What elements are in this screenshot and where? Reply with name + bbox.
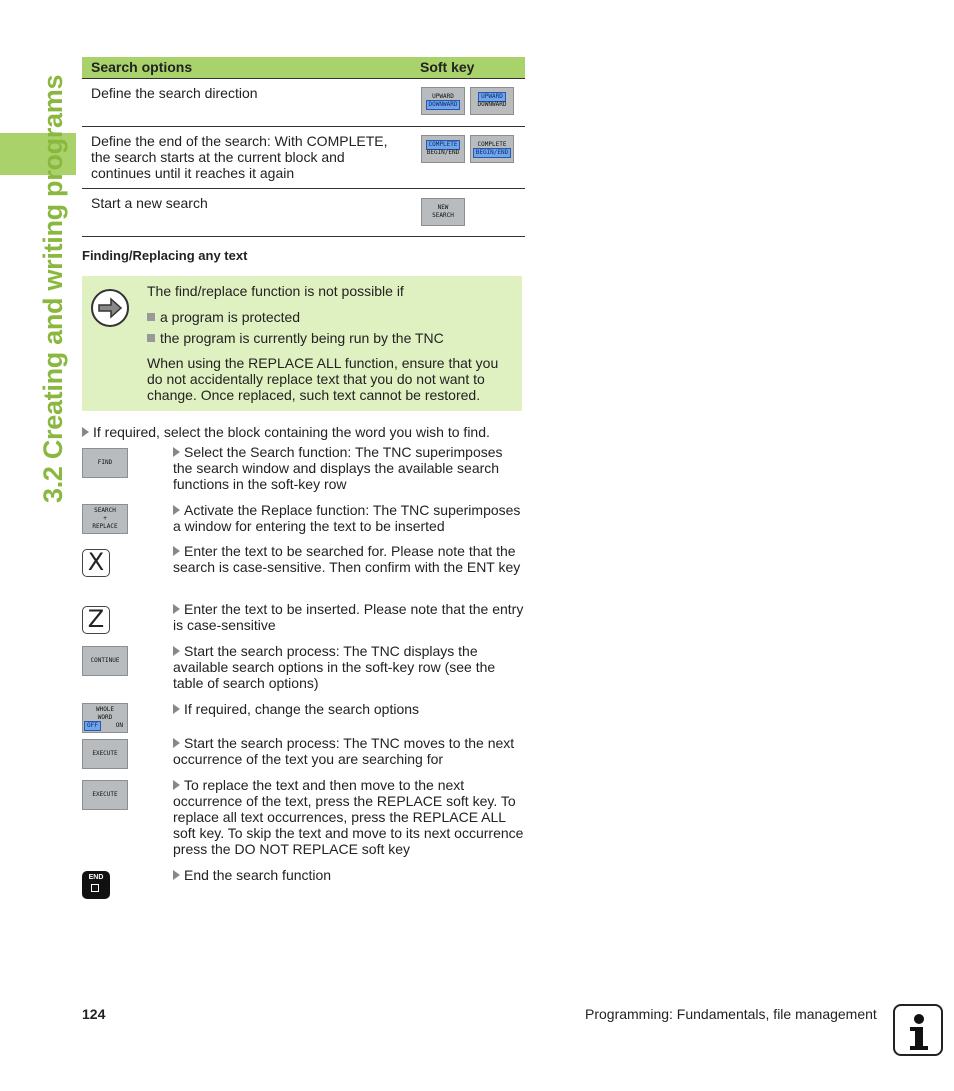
whole-word-softkey[interactable]: WHOLE WORD OFF ON bbox=[82, 703, 128, 733]
execute-softkey[interactable]: EXECUTE bbox=[82, 780, 128, 810]
z-key[interactable]: Z bbox=[82, 606, 110, 634]
softkey-complete-begin-end[interactable]: COMPLETE BEGIN/END bbox=[470, 135, 514, 163]
note-bullet: a program is protected bbox=[147, 309, 517, 325]
header-search-options: Search options bbox=[91, 59, 193, 75]
continue-softkey[interactable]: CONTINUE bbox=[82, 646, 128, 676]
info-icon bbox=[893, 1004, 943, 1056]
intro-step: If required, select the block containing the word you wish to find. bbox=[82, 424, 522, 440]
row-divider bbox=[82, 78, 525, 79]
row-divider bbox=[82, 126, 525, 127]
row-divider bbox=[82, 188, 525, 189]
find-softkey[interactable]: FIND bbox=[82, 448, 128, 478]
table-header bbox=[82, 57, 525, 78]
step-text: Start the search process: The TNC displays the available search options in the soft-key row (see the table of search options) bbox=[173, 643, 496, 691]
table-row-text: Start a new search bbox=[91, 195, 208, 211]
note-warning: When using the REPLACE ALL function, ensure that you do not accidentally replace text that you do not want to change. Once replaced, such text cannot be restored. bbox=[147, 355, 499, 403]
bullet-square-icon bbox=[147, 334, 155, 342]
step-arrow-icon bbox=[173, 704, 180, 714]
page-number: 124 bbox=[82, 1006, 106, 1022]
step-text: Activate the Replace function: The TNC superimposes a window for entering the text to be inserted bbox=[173, 502, 521, 534]
note-bullet: the program is currently being run by the TNC bbox=[147, 330, 517, 346]
x-key[interactable]: X bbox=[82, 549, 110, 577]
table-row-text: Define the end of the search: With COMPLETE, the search starts at the current block and continues until it reaches it again bbox=[91, 133, 388, 181]
softkey-new-search[interactable]: NEW SEARCH bbox=[421, 198, 465, 226]
step-text: Start the search process: The TNC moves to the next occurrence of the text you are searching for bbox=[173, 735, 515, 767]
softkey-upward-downward[interactable]: UPWARD DOWNWARD bbox=[421, 87, 465, 115]
execute-softkey[interactable]: EXECUTE bbox=[82, 739, 128, 769]
step-arrow-icon bbox=[173, 505, 180, 515]
step-arrow-icon bbox=[173, 646, 180, 656]
step-arrow-icon bbox=[173, 738, 180, 748]
section-title: Finding/Replacing any text bbox=[82, 248, 248, 263]
end-key[interactable]: END bbox=[82, 871, 110, 899]
step-text: Enter the text to be searched for. Please note that the search is case-sensitive. Then confirm with the ENT key bbox=[173, 543, 521, 575]
step-arrow-icon bbox=[173, 604, 180, 614]
step-arrow-icon bbox=[82, 427, 89, 437]
bullet-square-icon bbox=[147, 313, 155, 321]
square-icon bbox=[91, 884, 99, 892]
row-divider bbox=[82, 236, 525, 237]
chapter-title: 3.2 Creating and writing programs bbox=[38, 74, 68, 503]
step-arrow-icon bbox=[173, 546, 180, 556]
step-text: To replace the text and then move to the next occurrence of the text, press the REPLACE soft key. To replace all text occurrences, press the REPLACE ALL soft key. To skip the text and move to its next occurrence press the DO NOT REPLACE soft key bbox=[173, 777, 524, 857]
step-text: Select the Search function: The TNC superimposes the search window and displays the available search functions in the soft-key row bbox=[173, 444, 503, 492]
arrow-right-icon bbox=[91, 289, 129, 327]
header-soft-key: Soft key bbox=[420, 59, 475, 75]
softkey-complete-begin-end[interactable]: COMPLETE BEGIN/END bbox=[421, 135, 465, 163]
step-arrow-icon bbox=[173, 447, 180, 457]
search-replace-softkey[interactable]: SEARCH + REPLACE bbox=[82, 504, 128, 534]
step-text: End the search function bbox=[173, 867, 525, 883]
step-text: Enter the text to be inserted. Please note that the entry is case-sensitive bbox=[173, 601, 524, 633]
softkey-upward-downward[interactable]: UPWARD DOWNWARD bbox=[470, 87, 514, 115]
step-arrow-icon bbox=[173, 870, 180, 880]
step-arrow-icon bbox=[173, 780, 180, 790]
step-text: If required, change the search options bbox=[173, 701, 525, 717]
footer-title: Programming: Fundamentals, file management bbox=[585, 1006, 877, 1022]
note-intro: The find/replace function is not possible if bbox=[147, 283, 404, 299]
table-row-text: Define the search direction bbox=[91, 85, 258, 101]
